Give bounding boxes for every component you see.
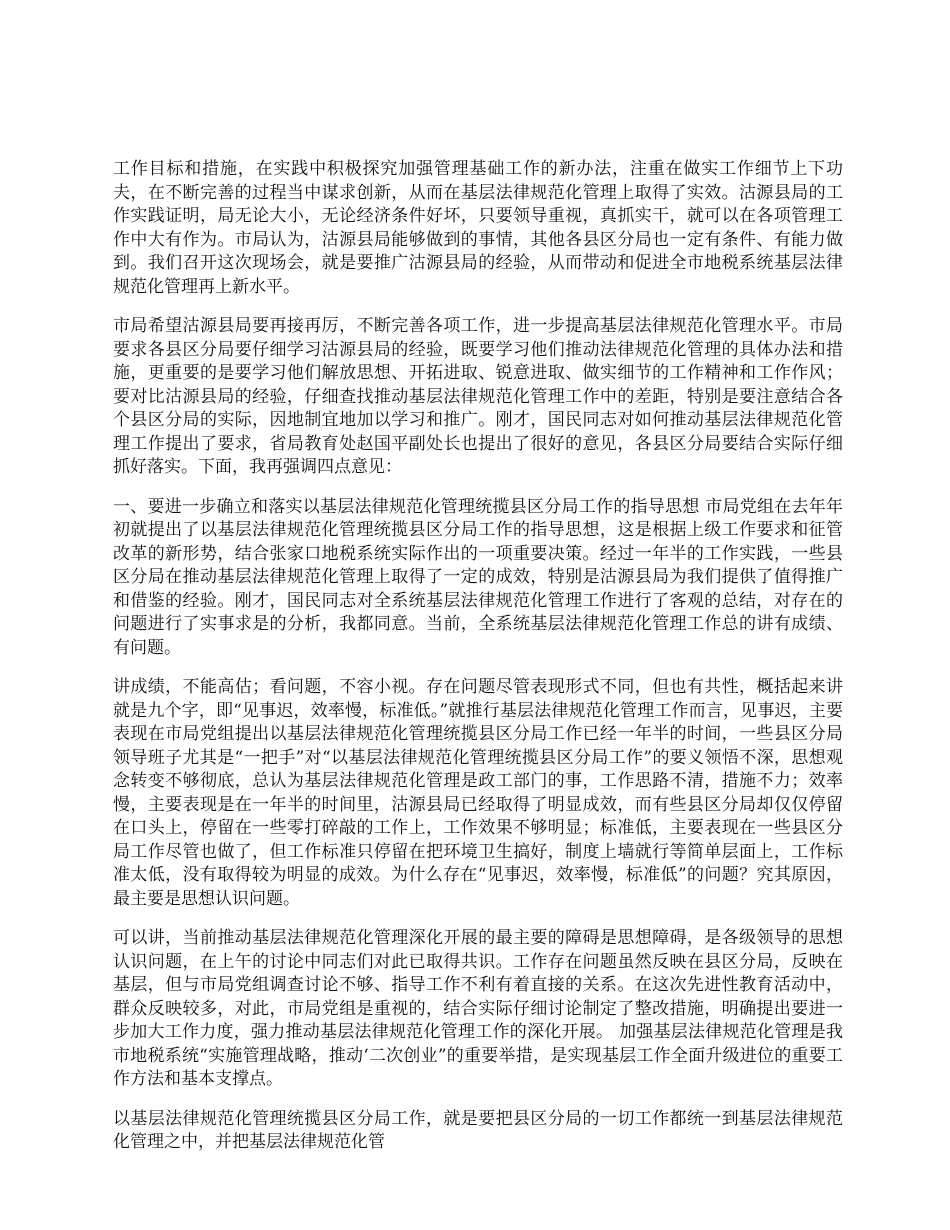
paragraph-4: 讲成绩，不能高估；看问题，不容小视。存在问题尽管表现形式不同，但也有共性，概括起来讲就是九个字，即“见事迟，效率慢，标准低。”就推行基层法律规范化管理工作而言，见事迟，主要表现在市局党组提出以基层法律规范化管理统揽县区分局工作已经一年半的时间，一些县区分局领导班子尤其是“一把手”对“以基层法律规范化管理统揽县区分局工作”的要义领悟不深，思想观念转变不够彻底，总认为基层法律规范化管理是政工部门的事，工作思路不清，措施不力；效率慢，主要表现是在一年半的时间里，沽源县局已经取得了明显成效，而有些县区分局却仅仅停留在口头上，停留在一些零打碎敲的工作上，工作效果不够明显；标准低，主要表现在一些县区分局工作尽管也做了，但工作标准只停留在把环境卫生搞好，制度上墙就行等简单层面上，工作标准太低，没有取得较为明显的成效。为什么存在“见事迟，效率慢，标准低”的问题？究其原因，最主要是思想认识问题。 — [113, 677, 843, 909]
paragraph-2: 市局希望沽源县局要再接再厉，不断完善各项工作，进一步提高基层法律规范化管理水平。市局要求各县区分局要仔细学习沽源县局的经验，既要学习他们推动法律规范化管理的具体办法和措施，更重要的是要学习他们解放思想、开拓进取、锐意进取、做实细节的工作精神和工作作风；要对比沽源县局的经验，仔细查找推动基层法律规范化管理工作中的差距，特别是要注意结合各个县区分局的实际，因地制宜地加以学习和推广。刚才，国民同志对如何推动基层法律规范化管理工作提出了要求，省局教育处赵国平副处长也提出了很好的意见，各县区分局要结合实际仔细抓好落实。下面，我再强调四点意见： — [113, 316, 843, 477]
paragraph-1: 工作目标和措施，在实践中积极探究加强管理基础工作的新办法，注重在做实工作细节上下功夫，在不断完善的过程当中谋求创新，从而在基层法律规范化管理上取得了实效。沽源县局的工作实践证明，局无论大小，无论经济条件好坏，只要领导重视，真抓实干，就可以在各项管理工作中大有作为。市局认为，沽源县局能够做到的事情，其他各县区分局也一定有条件、有能力做到。我们召开这次现场会，就是要推广沽源县局的经验，从而带动和促进全市地税系统基层法律规范化管理再上新水平。 — [113, 159, 843, 297]
paragraph-6: 以基层法律规范化管理统揽县区分局工作，就是要把县区分局的一切工作都统一到基层法律规范化管理之中，并把基层法律规范化管 — [113, 1108, 843, 1152]
paragraph-3: 一、要进一步确立和落实以基层法律规范化管理统揽县区分局工作的指导思想 市局党组在去年年初就提出了以基层法律规范化管理统揽县区分局工作的指导思想，这是根据上级工作要求和征管改革的新形势，结合张家口地税系统实际作出的一项重要决策。经过一年半的工作实践，一些县区分局在推动基层法律规范化管理上取得了一定的成效，特别是沽源县局为我们提供了值得推广和借鉴的经验。刚才，国民同志对全系统基层法律规范化管理工作进行了客观的总结，对存在的问题进行了实事求是的分析，我都同意。当前，全系统基层法律规范化管理工作总的讲有成绩、有问题。 — [113, 496, 843, 658]
paragraph-5: 可以讲，当前推动基层法律规范化管理深化开展的最主要的障碍是思想障碍，是各级领导的思想认识问题，在上午的讨论中同志们对此已取得共识。工作存在问题虽然反映在县区分局，反映在基层，但与市局党组调查讨论不够、指导工作不利有着直接的关系。在这次先进性教育活动中，群众反映较多，对此，市局党组是重视的，结合实际仔细讨论制定了整改措施，明确提出要进一步加大工作力度，强力推动基层法律规范化管理工作的深化开展。 加强基层法律规范化管理是我市地税系统“实施管理战略，推动‘二次创业”的重要举措，是实现基层工作全面升级进位的重要工作方法和基本支撑点。 — [113, 928, 843, 1089]
document-page — [113, 158, 843, 1171]
